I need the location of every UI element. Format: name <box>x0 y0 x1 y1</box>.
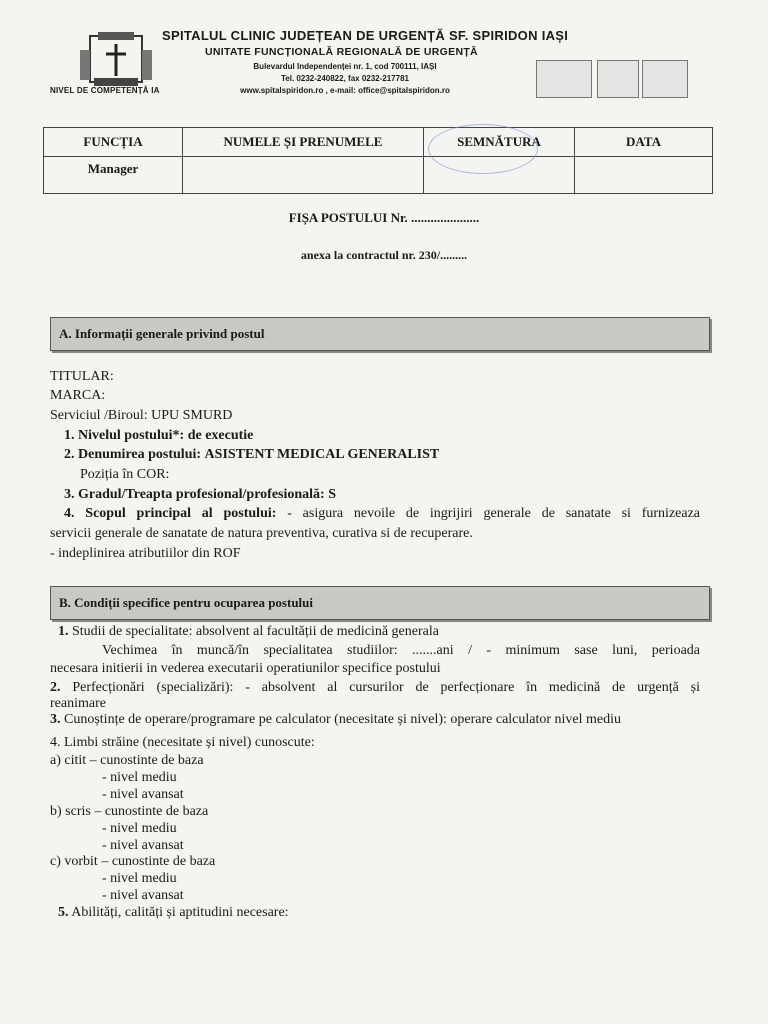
speaking-medium: - nivel mediu <box>102 871 177 886</box>
speaking-basic: c) vorbit – cunostinte de baza <box>50 854 216 869</box>
reading-advanced: - nivel avansat <box>102 787 184 802</box>
hospital-name: SPITALUL CLINIC JUDEȚEAN DE URGENȚĂ SF. SPIRIDON IAȘI <box>162 28 569 43</box>
training-text: Perfecționări (specializări): - absolvent al cursurilor de perfecționare în medicină de urgență și <box>60 680 700 695</box>
purpose-line <box>64 506 700 522</box>
unit-name: UNITATE FUNCȚIONALĂ REGIONALĂ DE URGENȚĂ <box>205 46 478 58</box>
date-cell <box>575 157 713 194</box>
anmcs-logo <box>536 60 592 98</box>
col-header-signature: SEMNĂTURA <box>424 128 575 157</box>
studies-text: Studii de specialitate: absolvent al facultății de medicină generala <box>68 624 439 639</box>
grade-line <box>64 487 336 503</box>
training-line-2: reanimare <box>50 696 106 711</box>
marca-label: MARCA: <box>50 388 106 403</box>
post-level-line <box>64 428 253 444</box>
computer-skills-text: Cunoștințe de operare/programare pe calculator (necesitate și nivel): operare calculator nivel mediu <box>60 712 622 727</box>
seniority-line-1: Vechimea în muncă/în specialitatea studiilor: .......ani / - minimum sase luni, perioada <box>102 643 700 658</box>
writing-medium: - nivel mediu <box>102 821 177 836</box>
computer-skills-line <box>50 712 621 728</box>
grade-value: S <box>328 487 336 502</box>
post-name-line <box>64 447 439 463</box>
phone: Tel. 0232-240822, fax 0232-217781 <box>281 74 409 83</box>
iso-cert-logo-2 <box>642 60 688 98</box>
purpose-value-2: servicii generale de sanatate de natura preventiva, curativa si de recuperare. <box>50 526 473 541</box>
iso-cert-logo-1 <box>597 60 639 98</box>
reading-medium: - nivel mediu <box>102 770 177 785</box>
purpose-value-3: - indeplinirea atributiilor din ROF <box>50 546 241 561</box>
languages-line: 4. Limbi străine (necesitate și nivel) cunoscute: <box>50 735 315 750</box>
training-line-1 <box>50 680 700 696</box>
col-header-function: FUNCȚIA <box>44 128 183 157</box>
training-number: 2. <box>50 680 61 695</box>
studies-number: 1. <box>58 624 69 639</box>
document-title: FIȘA POSTULUI Nr. ..................... <box>288 210 480 225</box>
purpose-value-1: - asigura nevoile de ingrijiri generale de sanatate si furnizeaza <box>276 506 701 521</box>
writing-advanced: - nivel avansat <box>102 838 184 853</box>
competence-level: NIVEL DE COMPETENȚĂ IA <box>50 86 160 95</box>
reading-basic: a) citit – cunostinte de baza <box>50 753 204 768</box>
role-cell: Manager <box>44 157 183 194</box>
service-line: Serviciul /Biroul: UPU SMURD <box>50 408 233 423</box>
post-name-label: 2. Denumirea postului: <box>64 447 202 462</box>
section-b-heading: B. Condiții specifice pentru ocuparea postului <box>50 586 710 620</box>
contract-annex: anexa la contractul nr. 230/......... <box>300 248 468 262</box>
address: Bulevardul Independenței nr. 1, cod 700111, IAȘI <box>253 62 437 71</box>
seniority-line-2: necesara initierii in vederea executarii operatiunilor specifice postului <box>50 661 441 676</box>
col-header-name: NUMELE ȘI PRENUMELE <box>183 128 424 157</box>
writing-basic: b) scris – cunostinte de baza <box>50 804 209 819</box>
abilities-text: Abilități, calități și aptitudini necesare: <box>68 905 289 920</box>
computer-skills-number: 3. <box>50 712 61 727</box>
speaking-advanced: - nivel avansat <box>102 888 184 903</box>
web-email: www.spitalspiridon.ro , e-mail: office@spitalspiridon.ro <box>240 86 450 95</box>
post-name-value: ASISTENT MEDICAL GENERALIST <box>204 447 440 462</box>
hospital-logo <box>76 30 156 90</box>
purpose-label: 4. Scopul principal al postului: <box>64 506 277 521</box>
col-header-date: DATA <box>575 128 713 157</box>
stamp-seal <box>428 124 538 174</box>
post-level-label: 1. Nivelul postului*: <box>64 428 185 443</box>
titular-label: TITULAR: <box>50 369 114 384</box>
section-a-heading: A. Informații generale privind postul <box>50 317 710 351</box>
abilities-number: 5. <box>58 905 69 920</box>
abilities-line <box>58 905 289 921</box>
cor-position: Poziția în COR: <box>80 467 170 482</box>
name-cell <box>183 157 424 194</box>
post-level-value: de executie <box>187 428 254 443</box>
studies-line <box>58 624 439 640</box>
approval-table <box>43 127 713 194</box>
grade-label: 3. Gradul/Treapta profesional/profesională: <box>64 487 325 502</box>
